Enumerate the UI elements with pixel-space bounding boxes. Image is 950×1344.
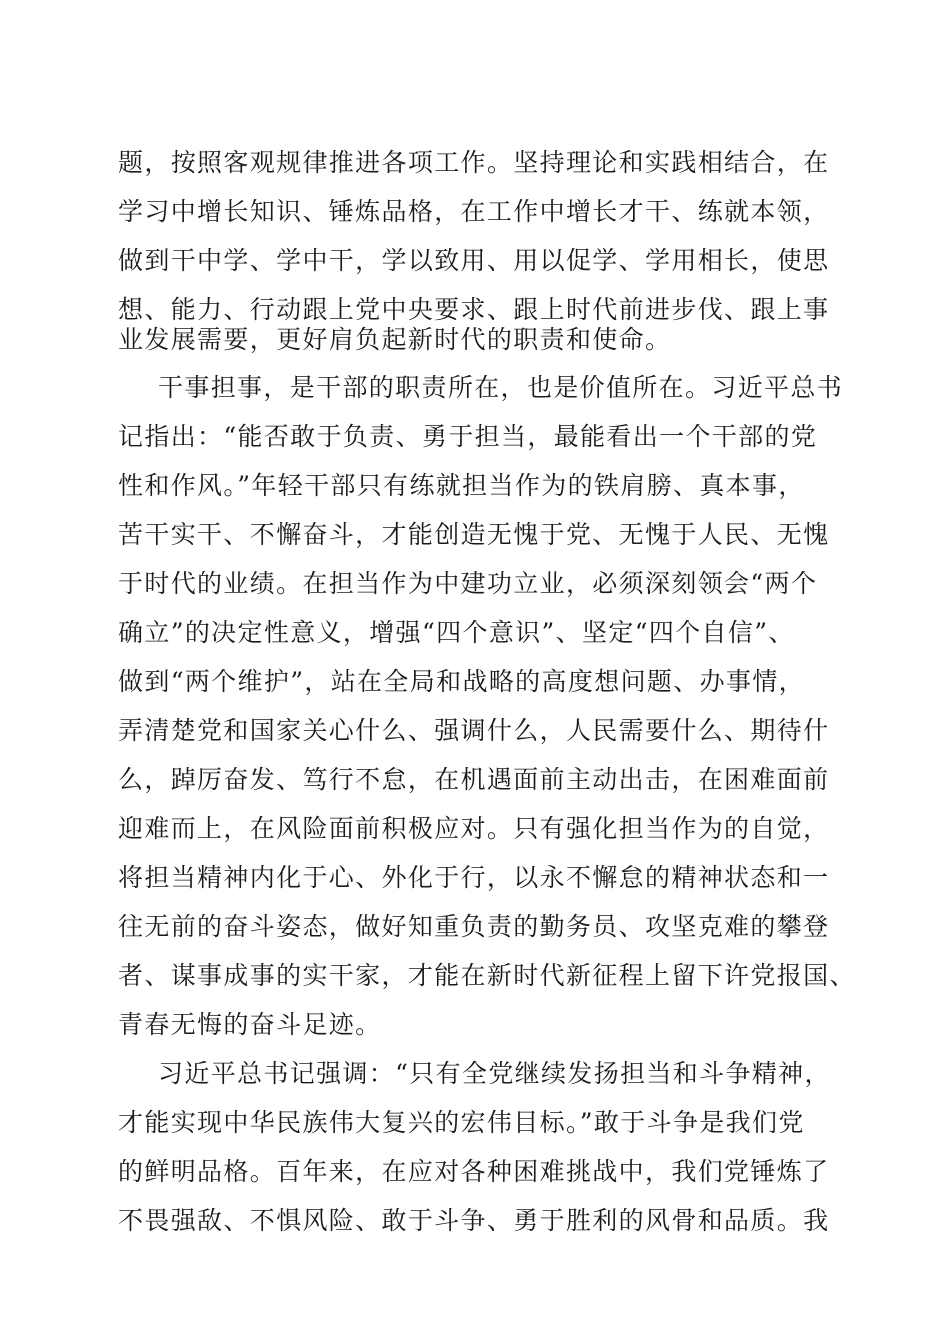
text-line: 于时代的业绩。在担当作为中建功立业，必须深刻领会“两个 <box>118 569 818 598</box>
text-line: 不畏强敌、不惧风险、敢于斗争、勇于胜利的风骨和品质。我 <box>118 1206 830 1235</box>
text-line: 的鲜明品格。百年来，在应对各种困难挑战中，我们党锤炼了 <box>118 1157 830 1186</box>
text-line: 做到干中学、学中干，学以致用、用以促学、学用相长，使思 <box>118 246 830 275</box>
text-line: 才能实现中华民族伟大复兴的宏伟目标。”敢于斗争是我们党 <box>118 1108 805 1137</box>
text-line: 将担当精神内化于心、外化于行，以永不懈怠的精神状态和一 <box>118 863 830 892</box>
text-line: 业发展需要，更好肩负起新时代的职责和使命。 <box>118 325 672 354</box>
text-line: 做到“两个维护”，站在全局和战略的高度想问题、办事情， <box>118 667 806 696</box>
text-line: 青春无悔的奋斗足迹。 <box>118 1010 382 1039</box>
text-line: 往无前的奋斗姿态，做好知重负责的勤务员、攻坚克难的攀登 <box>118 912 830 941</box>
text-line: 么，踔厉奋发、笃行不怠，在机遇面前主动出击，在困难面前 <box>118 765 830 794</box>
text-line: 题，按照客观规律推进各项工作。坚持理论和实践相结合，在 <box>118 148 830 177</box>
text-line: 弄清楚党和国家关心什么、强调什么，人民需要什么、期待什 <box>118 716 830 745</box>
paragraph-first-line: 习近平总书记强调：“只有全党继续发扬担当和斗争精神， <box>158 1059 831 1088</box>
text-line: 苦干实干、不懈奋斗，才能创造无愧于党、无愧于人民、无愧 <box>118 520 830 549</box>
paragraph-first-line: 干事担事，是干部的职责所在，也是价值所在。习近平总书 <box>158 373 844 402</box>
text-line: 记指出：“能否敢于负责、勇于担当，最能看出一个干部的党 <box>118 422 818 451</box>
text-line: 确立”的决定性意义，增强“四个意识”、坚定“四个自信”、 <box>118 618 795 647</box>
text-line: 迎难而上，在风险面前积极应对。只有强化担当作为的自觉， <box>118 814 830 843</box>
text-line: 学习中增长知识、锤炼品格，在工作中增长才干、练就本领， <box>118 197 830 226</box>
text-line: 性和作风。”年轻干部只有练就担当作为的铁肩膀、真本事， <box>118 471 805 500</box>
text-line: 想、能力、行动跟上党中央要求、跟上时代前进步伐、跟上事 <box>118 295 830 324</box>
text-line: 者、谋事成事的实干家，才能在新时代新征程上留下许党报国、 <box>118 961 856 990</box>
